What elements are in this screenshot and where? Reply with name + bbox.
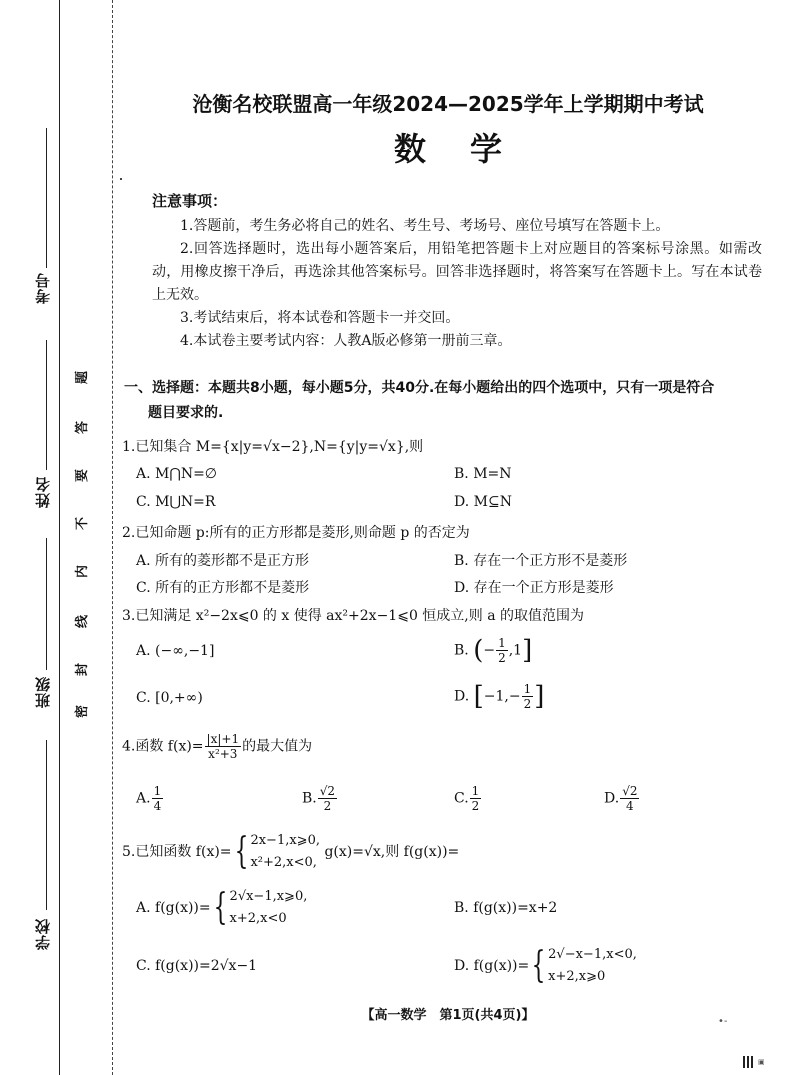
q1-option-b: B. M=N xyxy=(454,466,512,482)
brace: { xyxy=(213,887,227,928)
seal-char: 密 xyxy=(75,704,91,719)
exam-title: 沧衡名校联盟高一年级2024—2025学年上学期期中考试 xyxy=(192,92,704,116)
case-line: 2√−x−1,x<0, xyxy=(548,947,637,962)
corner-mark: •- xyxy=(718,1016,728,1027)
bracket-open: [ xyxy=(473,681,484,712)
q2-option-c: C. 所有的正方形都不是菱形 xyxy=(136,580,310,596)
q4-option-a xyxy=(136,784,164,813)
bracket-close: ] xyxy=(534,681,545,712)
q5-option-c: C. f(g(x))=2√x−1 xyxy=(136,958,258,974)
fraction-numerator: 1 xyxy=(471,784,480,798)
seal-char: 线 xyxy=(75,614,91,629)
q1-option-d: D. M⊆N xyxy=(454,494,512,510)
option-letter: B. xyxy=(302,790,317,807)
case-line: x+2,x⩾0 xyxy=(548,969,606,984)
fraction xyxy=(205,732,242,761)
name-field[interactable] xyxy=(46,340,47,470)
class-label: 班级 xyxy=(34,676,52,708)
fraction-numerator: √2 xyxy=(319,784,336,798)
option-letter: B. xyxy=(454,642,469,659)
fraction-denominator: 2 xyxy=(323,799,332,813)
section-heading-line: 一、选择题：本题共8小题，每小题5分，共40分.在每小题给出的四个选项中，只有一项是符合 xyxy=(124,380,715,396)
fraction-numerator: 1 xyxy=(498,636,506,650)
binding-margin xyxy=(0,0,118,1075)
case-line: x²+2,x<0, xyxy=(250,855,317,870)
minus-sign: − xyxy=(483,642,496,659)
q3-option-b xyxy=(454,636,532,665)
interval-end: ,1 xyxy=(508,642,523,659)
fraction-numerator: |x|+1 xyxy=(206,732,240,746)
option-letter: D. xyxy=(454,688,470,705)
q1-option-a: A. M⋂N=∅ xyxy=(136,466,218,482)
fraction-denominator: 2 xyxy=(498,651,506,665)
fraction xyxy=(470,784,482,813)
watermark-logo-icon: ▣ xyxy=(758,1058,765,1066)
option-text: A. f(g(x))= xyxy=(136,900,211,916)
q3-option-c: C. [0,+∞) xyxy=(136,690,203,706)
option-letter: A. xyxy=(136,790,151,807)
q2-option-d: D. 存在一个正方形是菱形 xyxy=(454,580,614,596)
stem-text: 5.已知函数 f(x)= xyxy=(122,844,232,860)
piecewise-cases xyxy=(250,830,320,874)
fraction xyxy=(620,784,639,813)
seal-char: 答 xyxy=(75,420,91,435)
fraction-numerator: √2 xyxy=(622,784,638,798)
question-2-stem: 2.已知命题 p:所有的正方形都是菱形,则命题 p 的否定为 xyxy=(122,525,470,541)
section-heading-line: 题目要求的. xyxy=(148,405,224,421)
brace: { xyxy=(531,945,546,986)
bracket-close: ] xyxy=(522,635,533,666)
q5-option-d xyxy=(454,944,637,988)
seal-char: 要 xyxy=(75,468,91,483)
seal-char: 封 xyxy=(75,662,91,677)
q2-option-a: A. 所有的菱形都不是正方形 xyxy=(136,553,310,569)
option-letter: C. xyxy=(454,790,469,807)
exam-no-field[interactable] xyxy=(46,128,47,268)
seal-char: 不 xyxy=(75,516,91,531)
q5-option-a xyxy=(136,886,307,930)
binding-line-outer xyxy=(59,0,60,1075)
notice-block xyxy=(152,190,762,353)
q5-option-b: B. f(g(x))=x+2 xyxy=(454,900,558,916)
fraction xyxy=(522,682,534,711)
subject-title: 数学 xyxy=(393,130,546,168)
interval-start: −1,− xyxy=(483,688,521,705)
case-line: 2x−1,x⩾0, xyxy=(250,833,320,848)
piecewise-cases xyxy=(230,886,308,930)
seal-char: 题 xyxy=(75,370,91,385)
q4-option-d xyxy=(604,784,640,813)
q1-option-c: C. M⋃N=R xyxy=(136,494,216,510)
notice-item: 3.考试结束后，将本试卷和答题卡一并交回。 xyxy=(180,310,460,326)
scan-speck xyxy=(120,178,122,180)
case-line: x+2,x<0 xyxy=(229,911,287,926)
notice-item: 1.答题前，考生务必将自己的姓名、考生号、考场号、座位号填写在答题卡上。 xyxy=(180,218,670,234)
name-label: 姓名 xyxy=(34,476,52,508)
q4-option-c xyxy=(454,784,482,813)
binding-line-seal xyxy=(112,0,113,1075)
school-field[interactable] xyxy=(46,740,47,910)
paren-open: ( xyxy=(473,635,484,666)
fraction-denominator: 4 xyxy=(626,799,634,813)
piecewise-cases xyxy=(548,944,637,988)
fraction xyxy=(318,784,337,813)
q4-option-b xyxy=(302,784,338,813)
fraction-denominator: 4 xyxy=(153,799,162,813)
class-field[interactable] xyxy=(46,538,47,670)
stem-text: 4.函数 f(x)= xyxy=(122,738,204,755)
stem-text: g(x)=√x,则 f(g(x))= xyxy=(324,844,460,860)
fraction-numerator: 1 xyxy=(523,682,532,696)
notice-item: 4.本试卷主要考试内容：人教A版必修第一册前三章。 xyxy=(180,333,512,349)
question-3-stem: 3.已知满足 x²−2x⩽0 的 x 使得 ax²+2x−1⩽0 恒成立,则 a 的取值范围为 xyxy=(122,608,584,624)
option-letter: D. xyxy=(604,790,620,807)
brace: { xyxy=(234,831,248,872)
exam-no-label: 考号 xyxy=(34,272,52,304)
question-4-stem xyxy=(122,732,762,761)
notice-heading: 注意事项： xyxy=(152,192,228,210)
school-label: 学校 xyxy=(34,918,52,950)
q3-option-d xyxy=(454,682,544,711)
fraction xyxy=(496,636,508,665)
page-footer: 【高一数学 第1页(共4页)】 xyxy=(361,1008,535,1023)
fraction-denominator: 2 xyxy=(471,799,480,813)
fraction-denominator: x²+3 xyxy=(208,747,238,761)
fraction-denominator: 2 xyxy=(523,697,532,711)
question-5-stem xyxy=(122,830,762,874)
q2-option-b: B. 存在一个正方形不是菱形 xyxy=(454,553,628,569)
q3-option-a: A. (−∞,−1] xyxy=(136,643,215,659)
case-line: 2√x−1,x⩾0, xyxy=(229,889,308,904)
fraction-numerator: 1 xyxy=(153,784,162,798)
notice-item: 2.回答选择题时，选出每小题答案后，用铅笔把答题卡上对应题目的答案标号涂黑。如需改动，用橡皮擦干净后，再选涂其他答案标号。回答非选择题时，将答案写在答题卡上。写在本试卷上无效。 xyxy=(152,241,762,303)
option-text: D. f(g(x))= xyxy=(454,958,530,974)
stem-text: 的最大值为 xyxy=(242,738,313,755)
seal-char: 内 xyxy=(75,564,91,579)
fraction xyxy=(152,784,164,813)
question-1-stem: 1.已知集合 M={x|y=√x−2},N={y|y=√x},则 xyxy=(122,439,424,455)
section-heading xyxy=(124,376,764,426)
qr-code-icon xyxy=(743,1056,755,1068)
